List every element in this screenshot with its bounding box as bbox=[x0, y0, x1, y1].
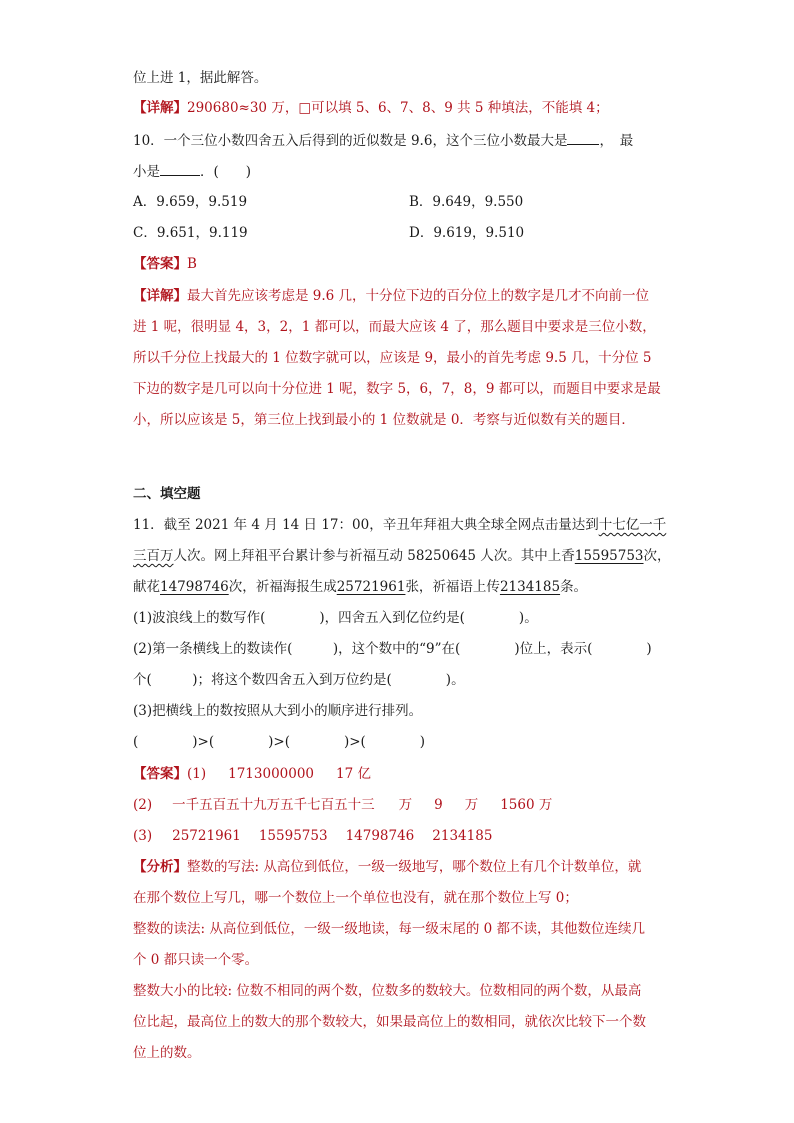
q10-option-d: D．9.619，9.510 bbox=[409, 225, 525, 241]
q10-detail-5: 小，所以应该是 5，第三位上找到最小的 1 位数就是 0．考察与近似数有关的题目． bbox=[133, 412, 635, 428]
q10-stem-line1 bbox=[133, 130, 633, 151]
q11-stem-line2 bbox=[133, 546, 671, 566]
q11-l2-mid: 人次。网上拜祖平台累计参与祈福互动 58250645 人次。其中上香 bbox=[173, 548, 575, 564]
answer-part-no: (2) bbox=[133, 797, 153, 813]
answer-part-no: (3) bbox=[133, 828, 153, 844]
answer-label: 【答案】 bbox=[133, 766, 187, 782]
q10-blank-1 bbox=[567, 130, 599, 145]
q10-stem-a: 10．一个三位小数四舍五入后得到的近似数是 9.6，这个三位小数最大是 bbox=[133, 133, 568, 149]
q9-detail-text: 290680≈30 万，□可以填 5、6、7、8、9 共 5 种填法，不能填 4； bbox=[187, 100, 609, 116]
q10-stem-c: 小是 bbox=[133, 164, 160, 180]
detail-label: 【详解】 bbox=[133, 100, 187, 116]
q10-stem-d: ．( ) bbox=[200, 164, 252, 180]
q11-analysis-4: 个 0 都只读一个零。 bbox=[133, 952, 259, 968]
underlined-incense-number: 15595753 bbox=[574, 548, 644, 564]
q11-part3-blanks: ( )>( )>( )>( ) bbox=[133, 734, 426, 750]
q11-analysis-1 bbox=[133, 857, 641, 877]
analysis-label: 【分析】 bbox=[133, 859, 187, 875]
wavy-number-part2: 三百万 bbox=[133, 548, 174, 564]
q11-l1-pre: 11．截至 2021 年 4 月 14 日 17：00，辛丑年拜祖大典全球全网点击量达到 bbox=[133, 517, 599, 533]
underlined-flower-number: 14798746 bbox=[160, 579, 229, 595]
q11-stem-line1 bbox=[133, 515, 666, 535]
q11-stem-line3 bbox=[133, 577, 587, 597]
underlined-poster-number: 25721961 bbox=[336, 579, 406, 595]
q11-part2-cont: 个( )；将这个数四舍五入到万位约是( )。 bbox=[133, 672, 465, 688]
answer-value: 9 bbox=[434, 797, 443, 813]
q10-answer-value: B bbox=[187, 256, 197, 272]
q9-continuation bbox=[133, 68, 267, 88]
q10-detail-3: 所以千分位上找最大的 1 位数字就可以，应该是 9，最小的首先考虑 9.5 几，十分位 5 bbox=[133, 350, 652, 366]
answer-value: 一千五百五十九万五千七百五十三 bbox=[172, 797, 375, 813]
q10-stem-line2 bbox=[133, 161, 251, 182]
answer-value: 2134185 bbox=[432, 828, 493, 844]
q11-analysis-5: 整数大小的比较: 位数不相同的两个数，位数多的数较大。位数相同的两个数，从最高 bbox=[133, 983, 642, 999]
q11-analysis-2: 在那个数位上写几，哪一个数位上一个单位也没有，就在那个数位上写 0； bbox=[133, 890, 578, 906]
q10-detail-text-1: 最大首先应该考虑是 9.6 几，十分位下边的百分位上的数字是几才不向前一位 bbox=[187, 288, 650, 304]
q11-answer-2 bbox=[133, 795, 552, 815]
q9-detail bbox=[133, 98, 609, 118]
underlined-words-number: 2134185 bbox=[499, 579, 561, 595]
q11-analysis-3: 整数的读法: 从高位到低位，一级一级地读，每一级末尾的 0 都不读，其他数位连续几 bbox=[133, 921, 646, 937]
q10-blank-2 bbox=[160, 161, 200, 176]
answer-label: 【答案】 bbox=[133, 256, 187, 272]
q10-detail-1 bbox=[133, 286, 649, 306]
q11-part2: (2)第一条横线上的数读作( )，这个数中的“9”在( )位上，表示( ) bbox=[133, 641, 652, 657]
q10-option-c: C．9.651，9.119 bbox=[133, 225, 248, 241]
wavy-number-part1: 十七亿一千 bbox=[598, 517, 667, 533]
answer-value: 15595753 bbox=[258, 828, 328, 844]
q10-detail-4: 下边的数字是几可以向十分位进 1 呢，数字 5，6，7，8，9 都可以，而题目中要求是最 bbox=[133, 381, 661, 397]
answer-value: 1713000000 bbox=[228, 766, 315, 782]
q11-l3-b: 次，祈福海报生成 bbox=[228, 579, 337, 595]
q10-option-a: A．9.659，9.519 bbox=[133, 194, 248, 210]
analysis-text: 整数的写法: 从高位到低位，一级一级地写，哪个数位上有几个计数单位，就 bbox=[187, 859, 642, 875]
q11-answer-3 bbox=[133, 826, 492, 846]
q11-l3-c: 张，祈福语上传 bbox=[405, 579, 500, 595]
q11-analysis-6: 位比起，最高位上的数大的那个数较大，如果最高位上的数相同，就依次比较下一个数 bbox=[133, 1014, 646, 1030]
q11-l2-end: 次， bbox=[643, 548, 671, 564]
q11-l3-a: 献花 bbox=[133, 579, 160, 595]
answer-part-no: (1) bbox=[187, 766, 207, 782]
section-title: 二、填空题 bbox=[133, 486, 201, 502]
q10-option-b: B．9.649，9.550 bbox=[409, 194, 524, 210]
q10-detail-2: 进 1 呢，很明显 4，3，2，1 都可以，而最大应该 4 了，那么题目中要求是三位小数， bbox=[133, 319, 656, 335]
answer-value: 25721961 bbox=[172, 828, 241, 844]
q10-stem-b: ， 最 bbox=[599, 133, 634, 149]
q11-part3: (3)把横线上的数按照从大到小的顺序进行排列。 bbox=[133, 703, 423, 719]
answer-value: 17 亿 bbox=[336, 766, 372, 782]
q9-cont-text: 位上进 1，据此解答。 bbox=[133, 70, 268, 86]
answer-value: 万 bbox=[398, 797, 413, 813]
q11-part1: (1)波浪线上的数写作( )，四舍五入到亿位约是( )。 bbox=[133, 610, 538, 626]
answer-value: 万 bbox=[464, 797, 479, 813]
q11-analysis-7: 位上的数。 bbox=[133, 1045, 201, 1061]
detail-label: 【详解】 bbox=[133, 288, 187, 304]
q11-answer-1 bbox=[133, 764, 371, 784]
answer-value: 1560 万 bbox=[500, 797, 553, 813]
answer-value: 14798746 bbox=[345, 828, 415, 844]
q10-answer bbox=[133, 254, 197, 274]
q11-l3-d: 条。 bbox=[560, 579, 588, 595]
